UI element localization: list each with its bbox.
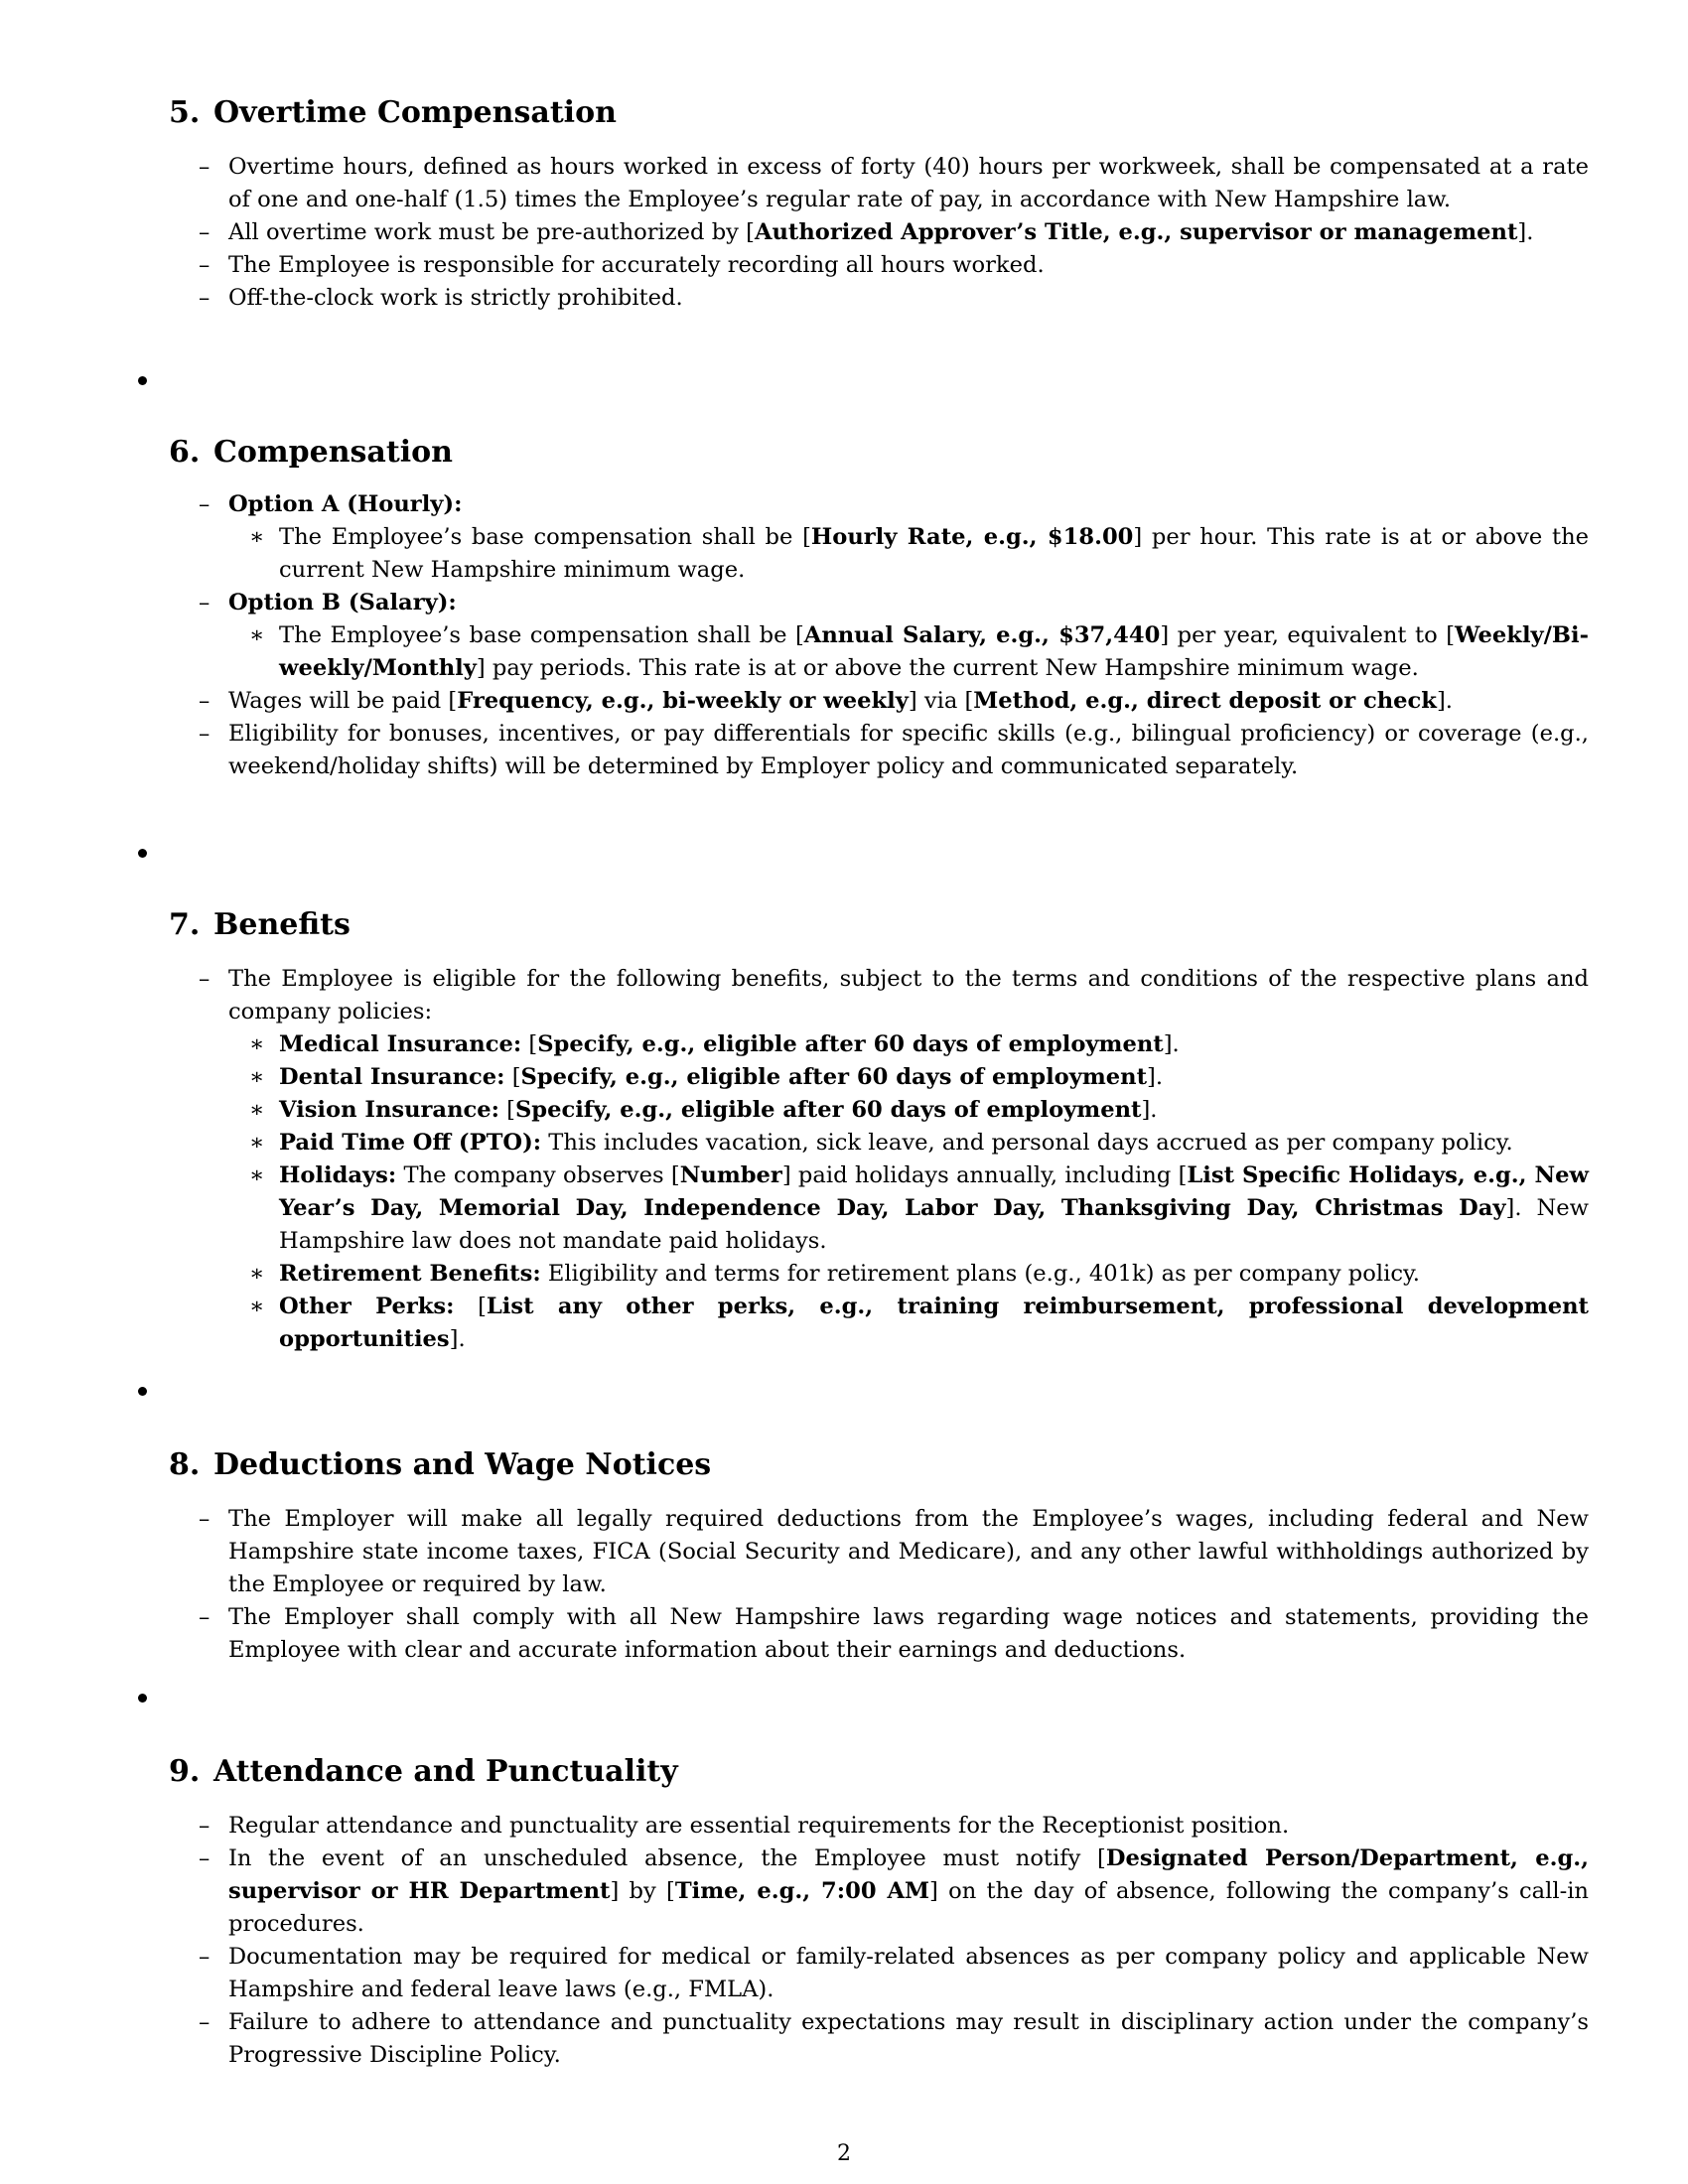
sub-list-item — [0, 1028, 1589, 1061]
section-heading — [169, 95, 617, 131]
item-text: ] pay periods. This rate is at or above the current New Hampshire minimum wage. — [476, 655, 1419, 681]
section-heading — [169, 435, 453, 471]
option-label: Option B (Salary): — [228, 590, 457, 615]
placeholder-field: Hourly Rate, e.g., $18.00 — [810, 524, 1134, 550]
list-item — [0, 216, 1589, 249]
section-number: 5. — [169, 95, 201, 130]
benefit-label: Holidays: — [279, 1162, 397, 1188]
benefit-label: Retirement Benefits: — [279, 1261, 541, 1287]
list-item: – The Employer will make all legally required deductions from the Employee’s wages, including federal and New Hampshire state income taxes, FICA (Social Security and Medicare), and any other lawful withholdings authorized by the Employee or required by law. — [0, 1503, 1589, 1601]
item-text: ] per hour. This rate is at or above the current New Hampshire minimum wage. — [279, 524, 1589, 583]
item-text: [ — [521, 1031, 538, 1057]
item-text: [ — [504, 1064, 521, 1090]
item-text: ] paid holidays annually, including [ — [781, 1162, 1188, 1188]
benefit-label: Paid Time Off (PTO): — [279, 1130, 542, 1156]
placeholder-field: Time, e.g., 7:00 AM — [674, 1878, 930, 1904]
benefit-label: Dental Insurance: — [279, 1064, 505, 1090]
sub-list-item — [0, 1291, 1589, 1356]
section-number: 8. — [169, 1447, 201, 1482]
section-list — [0, 963, 1688, 1356]
item-text: ]. — [1141, 1097, 1158, 1123]
placeholder-field: Annual Salary, e.g., $37,440 — [803, 622, 1161, 648]
list-item — [0, 587, 1589, 685]
section-list — [0, 151, 1688, 315]
item-text: ]. — [1163, 1031, 1180, 1057]
list-item: – The Employer shall comply with all New Hampshire laws regarding wage notices and statements, providing the Employee with clear and accurate information about their earnings and deductions. — [0, 1601, 1589, 1667]
bullet-marker — [138, 1387, 147, 1396]
item-text: The Employee’s base compensation shall be [ — [279, 524, 811, 550]
sub-list-item — [0, 1061, 1589, 1094]
section-list — [0, 488, 1688, 783]
list-item — [0, 685, 1589, 718]
sub-list-item — [0, 1094, 1589, 1127]
list-item: – Overtime hours, defined as hours worked in excess of forty (40) hours per workweek, shall be compensated at a rate of one and one-half (1.5) times the Employee’s regular rate of pay, in accordance with New Hampshire law. — [0, 151, 1589, 216]
section-title: Overtime Compensation — [213, 95, 617, 130]
list-item: – The Employee is responsible for accurately recording all hours worked. — [0, 249, 1589, 282]
list-item — [0, 488, 1589, 587]
list-item: – Regular attendance and punctuality are essential requirements for the Receptionist position. — [0, 1810, 1589, 1843]
section-list — [0, 1503, 1688, 1667]
item-text: ]. — [449, 1326, 466, 1352]
item-text: ]. — [1436, 688, 1453, 714]
section-heading — [169, 907, 351, 943]
item-text: ]. New Hampshire law does not mandate paid holidays. — [279, 1195, 1589, 1254]
list-item — [0, 963, 1589, 1356]
list-item: – Eligibility for bonuses, incentives, or pay differentials for specific skills (e.g., bilingual proficiency) or coverage (e.g., weekend/holiday shifts) will be determined by Employer policy and communicated separately. — [0, 718, 1589, 783]
placeholder-field: List any other perks, e.g., training reimbursement, professional development opportunities — [279, 1294, 1589, 1352]
section-title: Compensation — [213, 435, 453, 470]
page-number: 2 — [837, 2141, 851, 2166]
list-item: – Failure to adhere to attendance and punctuality expectations may result in disciplinary action under the company’s Progressive Discipline Policy. — [0, 2006, 1589, 2072]
section-title: Deductions and Wage Notices — [213, 1447, 712, 1482]
sub-list-item — [0, 619, 1589, 685]
item-text: All overtime work must be pre-authorized by [ — [228, 219, 755, 245]
item-text: [ — [454, 1294, 487, 1319]
placeholder-field: Frequency, e.g., bi-weekly or weekly — [457, 688, 909, 714]
benefit-label: Medical Insurance: — [279, 1031, 522, 1057]
sub-list-item — [0, 1258, 1589, 1291]
bullet-marker — [138, 1694, 147, 1703]
item-text: [ — [498, 1097, 515, 1123]
item-text: ] via [ — [908, 688, 974, 714]
sub-list-item — [0, 1160, 1589, 1258]
placeholder-field: Specify, e.g., eligible after 60 days of employment — [537, 1031, 1164, 1057]
item-text: In the event of an unscheduled absence, the Employee must notify [ — [228, 1845, 1106, 1871]
placeholder-field: Specify, e.g., eligible after 60 days of employment — [514, 1097, 1142, 1123]
sub-list-item — [0, 521, 1589, 587]
list-item: – Documentation may be required for medical or family-related absences as per company policy and applicable New Hampshire and federal leave laws (e.g., FMLA). — [0, 1941, 1589, 2006]
benefit-label: Other Perks: — [279, 1294, 455, 1319]
benefit-label: Vision Insurance: — [279, 1097, 499, 1123]
item-text: ] on the day of absence, following the company’s call-in procedures. — [228, 1878, 1589, 1937]
section-title: Attendance and Punctuality — [213, 1754, 678, 1789]
item-text: Wages will be paid [ — [228, 688, 458, 714]
placeholder-field: Authorized Approver’s Title, e.g., supervisor or management — [754, 219, 1518, 245]
section-list — [0, 1810, 1688, 2072]
sub-list-item — [0, 1127, 1589, 1160]
placeholder-field: Method, e.g., direct deposit or check — [973, 688, 1437, 714]
list-item — [0, 1843, 1589, 1941]
placeholder-field: List Specific Holidays, e.g., New Year’s Day, Memorial Day, Independence Day, Labor Day, Thanksgiving Day, Christmas Day — [279, 1162, 1589, 1221]
placeholder-field: Weekly/Bi-weekly/Monthly — [279, 622, 1589, 681]
section-heading — [169, 1754, 678, 1790]
item-text: The company observes [ — [396, 1162, 680, 1188]
item-text: Eligibility and terms for retirement plans (e.g., 401k) as per company policy. — [540, 1261, 1420, 1287]
item-text: ] per year, equivalent to [ — [1160, 622, 1456, 648]
section-number: 7. — [169, 907, 201, 942]
section-number: 9. — [169, 1754, 201, 1789]
placeholder-field: Designated Person/Department, e.g., supervisor or HR Department — [228, 1845, 1590, 1904]
section-heading — [169, 1447, 711, 1483]
item-text: This includes vacation, sick leave, and personal days accrued as per company policy. — [541, 1130, 1513, 1156]
bullet-marker — [138, 849, 147, 858]
item-text: ] by [ — [610, 1878, 675, 1904]
placeholder-field: Number — [679, 1162, 782, 1188]
option-label: Option A (Hourly): — [228, 491, 463, 517]
item-text: The Employee is eligible for the following benefits, subject to the terms and conditions of the respective plans and company policies: — [228, 966, 1589, 1024]
section-number: 6. — [169, 435, 201, 470]
item-text: ]. — [1517, 219, 1534, 245]
bullet-marker — [138, 376, 147, 385]
list-item: – Off-the-clock work is strictly prohibited. — [0, 282, 1589, 315]
section-title: Benefits — [213, 907, 351, 942]
item-text: ]. — [1147, 1064, 1163, 1090]
item-text: The Employee’s base compensation shall be [ — [279, 622, 804, 648]
placeholder-field: Specify, e.g., eligible after 60 days of employment — [520, 1064, 1147, 1090]
